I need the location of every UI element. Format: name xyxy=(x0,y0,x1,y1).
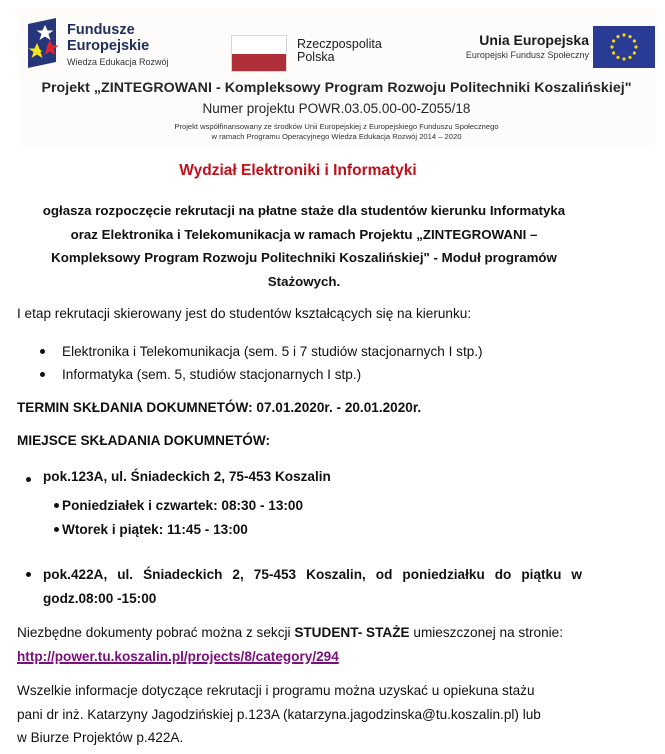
fe-logo-line3: Wiedza Edukacja Rozwój xyxy=(67,57,169,67)
unia-europejska-logo xyxy=(423,24,655,74)
contact-paragraph xyxy=(17,679,617,750)
location-text: pok.422A, ul. Śniadeckich 2, 75-453 Koszalin, od poniedziałku do piątku w godz.08:00 -15:00 xyxy=(43,567,582,606)
fundusze-europejskie-logo xyxy=(25,18,215,68)
hours-text: Poniedziałek i czwartek: 08:30 - 13:00 xyxy=(62,498,304,513)
announcement-line: oraz Elektronika i Telekomunikacja w ramach Projektu „ZINTEGROWANI – xyxy=(70,226,538,242)
bullet-icon xyxy=(40,372,45,377)
rp-logo-line2: Polska xyxy=(297,50,335,64)
bullet-icon xyxy=(40,349,45,354)
deadline: TERMIN SKŁDANIA DOKUMNETÓW: 07.01.2020r. - 20.01.2020r. xyxy=(17,400,422,415)
list-item xyxy=(40,340,483,363)
bullet-icon xyxy=(26,572,31,577)
contact-line: pani dr inż. Katarzyny Jagodzińskiej p.123A (katarzyna.jagodzinska@tu.koszalin.pl) lub xyxy=(17,706,541,722)
bullet-icon xyxy=(54,527,59,532)
cofunding-line-1: Projekt współfinansowany ze środków Unii Europejskiej z Europejskiego Funduszu Społecznego xyxy=(174,122,499,131)
funding-banner xyxy=(18,8,655,146)
list-item xyxy=(54,494,303,518)
project-title: Projekt „ZINTEGROWANI - Kompleksowy Program Rozwoju Politechniki Koszalińskiej" xyxy=(41,80,632,96)
hours-text: Wtorek i piątek: 11:45 - 13:00 xyxy=(62,521,248,537)
documents-text: Niezbędne dokumenty pobrać można z sekcji xyxy=(17,625,295,640)
location-item xyxy=(26,469,331,484)
announcement xyxy=(12,199,596,293)
stage-intro: I etap rekrutacji skierowany jest do studentów kształcących się na kierunku: xyxy=(17,306,472,321)
fe-logo-line1: Fundusze xyxy=(67,22,135,38)
announcement-line: Stażowych. xyxy=(267,273,341,289)
field-text: Informatyka (sem. 5, studiów stacjonarnych I stp.) xyxy=(62,367,362,382)
field-text: Elektronika i Telekomunikacja (sem. 5 i 7 studiów stacjonarnych I stp.) xyxy=(62,344,483,359)
eu-flag-icon xyxy=(593,26,655,68)
bullet-icon xyxy=(26,477,31,482)
announcement-line: ogłasza rozpoczęcie rekrutacji na płatne staże dla studentów kierunku Informatyka xyxy=(42,203,566,218)
contact-line: w Biurze Projektów p.422A. xyxy=(17,730,184,745)
rp-logo-line1: Rzeczpospolita xyxy=(297,37,382,51)
list-item xyxy=(40,363,483,386)
eu-logo-line2: Europejski Fundusz Społeczny xyxy=(465,50,589,60)
location-item xyxy=(26,563,582,610)
location-text: pok.123A, ul. Śniadeckich 2, 75-453 Koszalin xyxy=(43,469,331,484)
eu-logo-line1: Unia Europejska xyxy=(479,32,589,48)
cofunding-line-2: w ramach Programu Operacyjnego Wiedza Edukacja Rozwój 2014 – 2020 xyxy=(211,131,462,141)
documents-text: umieszczonej na stronie: xyxy=(409,625,563,640)
fundusze-europejskie-icon xyxy=(25,18,59,68)
project-number: Numer projektu POWR.03.05.00-00-Z055/18 xyxy=(202,101,471,116)
documents-section-name: STUDENT- STAŻE xyxy=(294,625,410,640)
documents-paragraph xyxy=(17,621,597,668)
place-heading: MIEJSCE SKŁADANIA DOKUMNETÓW: xyxy=(17,433,270,448)
contact-line: Wszelkie informacje dotyczące rekrutacji i programu można uzyskać u opiekuna stażu xyxy=(17,683,535,698)
list-item xyxy=(54,518,303,542)
fields-list xyxy=(40,340,483,386)
office-hours-list xyxy=(54,494,303,541)
polish-flag-icon xyxy=(231,35,287,72)
documents-link[interactable]: http://power.tu.koszalin.pl/projects/8/category/294 xyxy=(17,648,339,664)
announcement-line: Kompleksowy Program Rozwoju Politechniki Koszalińskiej" - Moduł programów xyxy=(51,250,557,265)
rzeczpospolita-polska-logo xyxy=(231,28,401,68)
bullet-icon xyxy=(54,503,59,508)
faculty-title: Wydział Elektroniki i Informatyki xyxy=(179,162,417,179)
fe-logo-line2: Europejskie xyxy=(67,38,150,54)
cofunding-note xyxy=(18,122,655,141)
